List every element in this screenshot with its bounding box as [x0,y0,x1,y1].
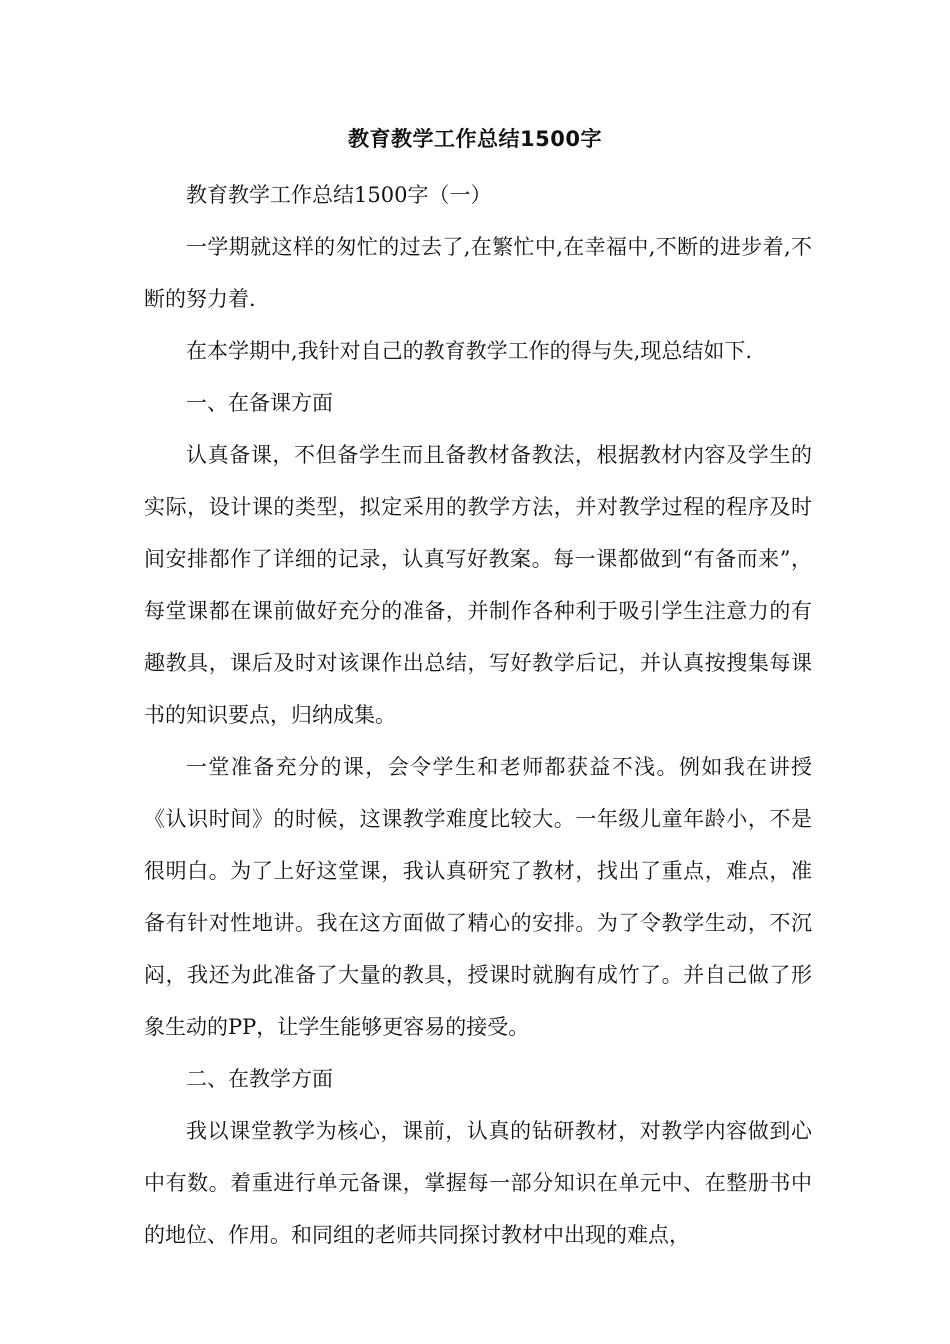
section-heading-teaching: 二、在教学方面 [186,1067,333,1091]
document-body [144,169,812,1261]
paragraph-summary-lead: 在本学期中,我针对自己的教育教学工作的得与失,现总结如下. [186,339,753,363]
paragraph-teaching: 我以课堂教学为核心，课前，认真的钻研教材，对教学内容做到心中有数。着重进行单元备课，掌握每一部分知识在单元中、在整册书中的地位、作用。和同组的老师共同探讨教材中出现的难点， [144,1119,812,1247]
section-heading-part-one: 教育教学工作总结1500字（一） [186,183,492,207]
paragraph-example-time: 一堂准备充分的课，会令学生和老师都获益不浅。例如我在讲授《认识时间》的时候，这课教学难度比较大。一年级儿童年龄小，不是很明白。为了上好这堂课，我认真研究了教材，找出了重点，难点，准备有针对性地讲。我在这方面做了精心的安排。为了令教学生动，不沉闷，我还为此准备了大量的教具，授课时就胸有成竹了。并自己做了形象生动的PP，让学生能够更容易的接受。 [144,755,812,1039]
section-heading-lesson-prep: 一、在备课方面 [186,391,333,415]
document-title: 教育教学工作总结1500字 [348,127,602,151]
paragraph-intro: 一学期就这样的匆忙的过去了,在繁忙中,在幸福中,不断的进步着,不断的努力着. [144,235,812,311]
paragraph-lesson-prep: 认真备课，不但备学生而且备教材备教法，根据教材内容及学生的实际，设计课的类型，拟定采用的教学方法，并对教学过程的程序及时间安排都作了详细的记录，认真写好教案。每一课都做到“有备而来”，每堂课都在课前做好充分的准备，并制作各种利于吸引学生注意力的有趣教具，课后及时对该课作出总结，写好教学后记，并认真按搜集每课书的知识要点，归纳成集。 [144,443,812,727]
